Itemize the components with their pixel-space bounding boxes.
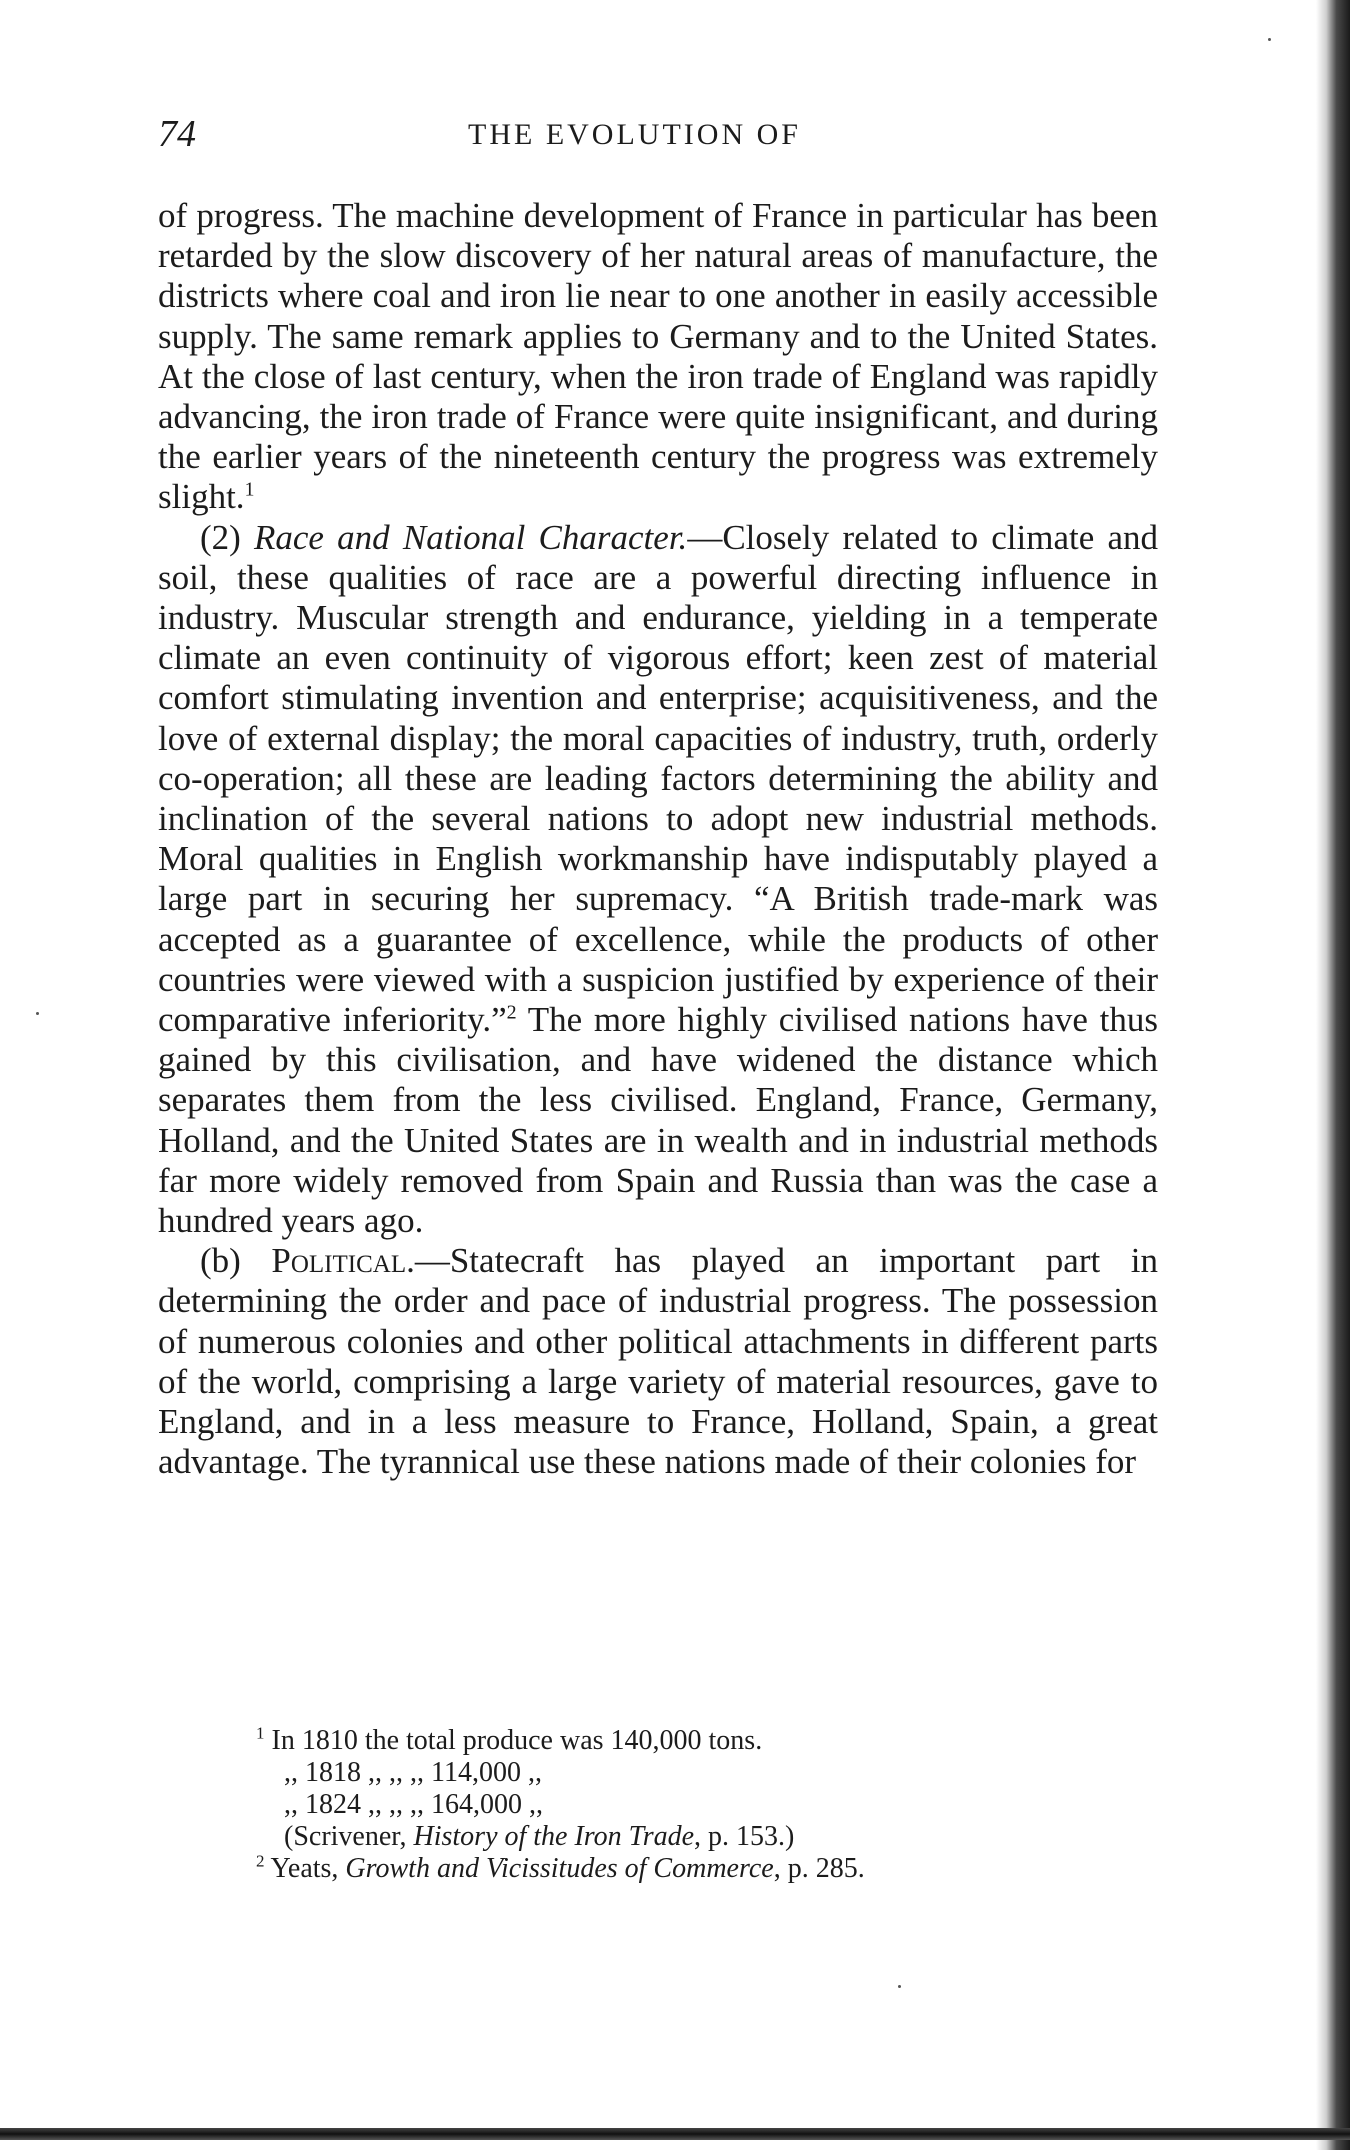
paragraph-text: The more highly civilised nations have thus gained by this civilisation, and have widened the distance which separates them from the less civilised. England, France, Germany, Holland, and the United States are in wealth and in industrial methods far more widely removed from Spain and Russia than was the case a hundred years ago.	[158, 1000, 1158, 1241]
footnote-text: ,, 1818 ,, ,, ,, 114,000 ,,	[284, 1757, 542, 1788]
footnote-text: (Scrivener,	[284, 1821, 414, 1852]
footnote-2	[256, 1853, 1086, 1885]
section-label: (2)	[200, 517, 241, 557]
footnote-title: History of the Iron Trade	[413, 1821, 695, 1852]
footnote-ref: 2	[506, 1001, 517, 1024]
footnote-text: In 1810 the total produce was 140,000 tons.	[271, 1725, 763, 1756]
footnote-text: , p. 153.)	[694, 1821, 795, 1852]
footnote-ref: 1	[244, 478, 255, 501]
paragraph-text: of progress. The machine development of France in particular has been retarded by the slow discovery of her natural areas of manufacture, the districts where coal and iron lie near to one another in easily accessible supply. The same remark applies to Germany and to the United States. At the close of last century, when the iron trade of England was rapidly advancing, the iron trade of France were quite insignificant, and during the earlier years of the nineteenth century the progress was extremely slight.	[158, 196, 1158, 517]
scan-speck	[898, 1985, 901, 1988]
running-head: THE EVOLUTION OF	[468, 118, 801, 151]
paragraph-political	[158, 1241, 1158, 1482]
page-header	[158, 112, 1158, 172]
paragraph-progress	[158, 196, 1158, 518]
footnotes	[256, 1725, 1086, 1885]
body-text	[158, 196, 1158, 1483]
page-number: 74	[158, 113, 196, 155]
section-label: (b)	[200, 1241, 241, 1281]
scan-speck	[1268, 38, 1271, 41]
bottom-scan-border	[0, 2128, 1350, 2140]
footnote-text: , p. 285.	[773, 1853, 865, 1884]
footnote-text: ,, 1824 ,, ,, ,, 164,000 ,,	[284, 1789, 543, 1820]
footnote-1-row	[256, 1757, 1086, 1789]
footnote-1-row	[256, 1789, 1086, 1821]
paragraph-text: —Statecraft has played an important part in determining the order and pace of industrial progress. The possession of numerous colonies and other political attachments in different parts of the world, comprising a large variety of material resources, gave to England, and in a less measure to France, Holland, Spain, a great advantage. The tyrannical use these nations made of their colonies for	[158, 1241, 1159, 1482]
footnote-title: Growth and Vicissitudes of Commerce	[345, 1853, 774, 1884]
footnote-1	[256, 1725, 1086, 1757]
footnote-text: Yeats,	[270, 1853, 346, 1884]
footnote-1-source	[256, 1821, 1086, 1853]
page-edge-shadow	[1316, 0, 1350, 2150]
footnote-mark: 1	[256, 1723, 265, 1743]
scan-speck	[36, 1012, 39, 1015]
paragraph-text: —Closely related to climate and soil, these qualities of race are a powerful directing influence in industry. Muscular strength and endurance, yielding in a temperate climate an even continuity of vigorous effort; keen zest of material comfort stimulating invention and enterprise; acquisitiveness, and the love of external display; the moral capacities of industry, truth, orderly co-operation; all these are leading factors determining the ability and inclination of the several nations to adopt new industrial methods. Moral qualities in English workmanship have indisputably played a large part in securing her supremacy. “A British trade-mark was accepted as a guarantee of excellence, while the products of other countries were viewed with a suspicion justified by experience of their comparative inferiority.”	[158, 517, 1159, 1040]
footnote-mark: 2	[256, 1851, 265, 1871]
section-heading: Race and National Character.	[254, 517, 688, 557]
paragraph-race-character	[158, 518, 1158, 1242]
section-heading: Political.	[271, 1241, 415, 1281]
